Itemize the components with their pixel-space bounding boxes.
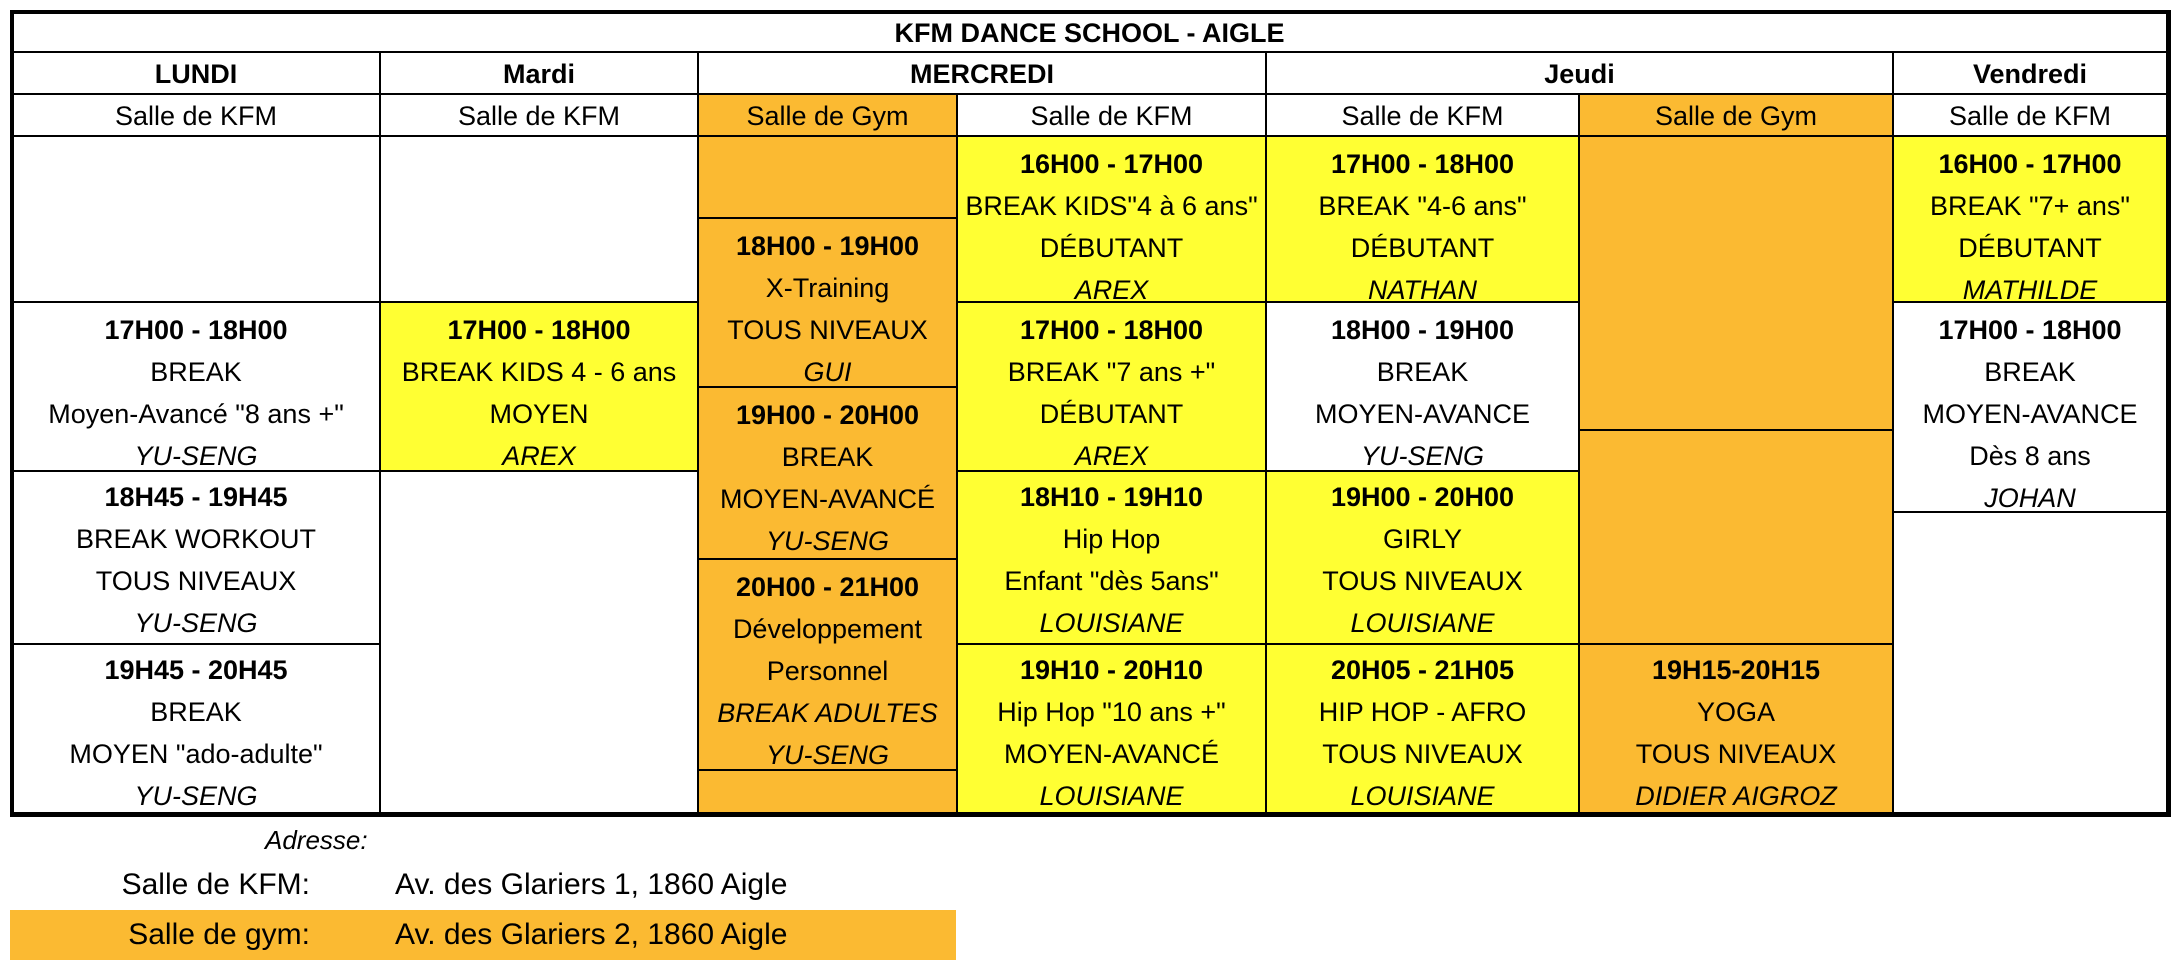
slot-text: BREAK KIDS"4 à 6 ans" <box>965 191 1258 221</box>
slot-text: TOUS NIVEAUX <box>1635 739 1837 769</box>
day-label: Vendredi <box>1972 59 2088 89</box>
slot-time: 19H15-20H15 <box>1651 655 1821 685</box>
address-row-gym <box>10 910 956 960</box>
slot-text: DÉBUTANT <box>1350 233 1495 263</box>
slot-time: 17H00 - 18H00 <box>1330 149 1515 179</box>
slot-time: 18H45 - 19H45 <box>104 482 288 512</box>
room-header <box>957 94 1266 136</box>
class-slot <box>1266 136 1579 302</box>
room-header <box>12 94 380 136</box>
slot-time: 17H00 - 18H00 <box>1938 315 2122 345</box>
slot-text: DIDIER AIGROZ <box>1635 781 1837 811</box>
day-label: Jeudi <box>1544 59 1615 89</box>
slot-text: LOUISIANE <box>1039 781 1184 811</box>
slot-text: BREAK <box>1984 357 2076 387</box>
slot-text: YOGA <box>1696 697 1776 727</box>
slot-text: LOUISIANE <box>1350 608 1495 638</box>
slot-time: 19H00 - 20H00 <box>1330 482 1515 512</box>
class-slot <box>12 471 380 644</box>
slot-text: YU-SENG <box>1360 441 1485 471</box>
day-header <box>1893 52 2167 94</box>
room-label: Salle de KFM <box>1948 101 2112 131</box>
address-value-kfm: Av. des Glariers 1, 1860 Aigle <box>395 868 788 901</box>
class-slot <box>698 387 957 559</box>
slot-time: 17H00 - 18H00 <box>104 315 288 345</box>
address-label-kfm: Salle de KFM: <box>121 868 310 901</box>
slot-text: BREAK <box>150 697 242 727</box>
room-label: Salle de KFM <box>1341 101 1504 131</box>
room-label: Salle de KFM <box>1030 101 1193 131</box>
class-slot <box>1266 644 1579 813</box>
address-heading: Adresse: <box>265 825 368 855</box>
class-slot <box>1266 471 1579 644</box>
room-header <box>1579 94 1893 136</box>
slot-text: NATHAN <box>1367 275 1477 302</box>
slot-text: BREAK KIDS 4 - 6 ans <box>401 357 677 387</box>
slot-text: Hip Hop <box>1062 524 1161 554</box>
class-slot <box>1579 644 1893 813</box>
slot-text: BREAK ADULTES <box>717 698 938 728</box>
slot-text: BREAK <box>781 442 874 472</box>
slot-text: TOUS NIVEAUX <box>1322 566 1523 596</box>
slot-text: MOYEN-AVANCE <box>1922 399 2138 429</box>
slot-text: YU-SENG <box>134 441 258 471</box>
slot-text: HIP HOP - AFRO <box>1318 697 1527 727</box>
day-label: MERCREDI <box>909 59 1054 89</box>
slot-text: AREX <box>1074 275 1149 302</box>
slot-text: BREAK <box>1376 357 1469 387</box>
slot-text: X-Training <box>765 273 890 303</box>
slot-text: Moyen-Avancé "8 ans +" <box>48 399 344 429</box>
class-slot <box>698 136 957 218</box>
slot-time: 19H45 - 20H45 <box>104 655 288 685</box>
slot-time: 19H00 - 20H00 <box>735 400 920 430</box>
day-label: Mardi <box>502 59 575 89</box>
class-slot <box>698 218 957 387</box>
class-slot <box>1579 430 1893 644</box>
class-slot <box>1893 512 2167 813</box>
address-label-gym: Salle de gym: <box>128 918 310 951</box>
slot-time: 18H10 - 19H10 <box>1019 482 1204 512</box>
slot-time: 18H00 - 19H00 <box>1330 315 1515 345</box>
room-label: Salle de KFM <box>457 101 621 131</box>
slot-time: 16H00 - 17H00 <box>1938 149 2122 179</box>
slot-text: Enfant "dès 5ans" <box>1004 566 1219 596</box>
class-slot <box>957 136 1266 302</box>
day-header <box>12 52 380 94</box>
slot-text: MATHILDE <box>1962 275 2098 302</box>
room-label: Salle de Gym <box>1654 101 1818 131</box>
class-slot <box>957 644 1266 813</box>
schedule-title <box>12 12 2167 52</box>
slot-time: 20H05 - 21H05 <box>1330 655 1515 685</box>
slot-text: DÉBUTANT <box>1958 233 2102 263</box>
day-header <box>1266 52 1893 94</box>
class-slot <box>380 136 698 302</box>
class-slot <box>957 471 1266 644</box>
room-label: Salle de KFM <box>114 101 278 131</box>
slot-text: MOYEN <box>489 399 589 429</box>
slot-text: TOUS NIVEAUX <box>1322 739 1523 769</box>
class-slot <box>1893 302 2167 512</box>
slot-text: TOUS NIVEAUX <box>727 315 928 345</box>
slot-text: AREX <box>502 441 576 471</box>
slot-text: YU-SENG <box>134 781 258 811</box>
slot-text: Personnel <box>766 656 889 686</box>
class-slot <box>1266 302 1579 471</box>
slot-time: 19H10 - 20H10 <box>1019 655 1204 685</box>
slot-text: LOUISIANE <box>1350 781 1495 811</box>
title-text: KFM DANCE SCHOOL - AIGLE <box>894 18 1285 48</box>
slot-text: TOUS NIVEAUX <box>95 566 297 596</box>
slot-text: BREAK "7+ ans" <box>1929 191 2131 221</box>
slot-time: 17H00 - 18H00 <box>447 315 631 345</box>
slot-text: Dès 8 ans <box>1969 441 2091 471</box>
slot-text: MOYEN-AVANCE <box>1314 399 1531 429</box>
slot-time: 20H00 - 21H00 <box>735 572 920 602</box>
slot-text: GUI <box>803 357 852 387</box>
class-slot <box>698 559 957 770</box>
room-label: Salle de Gym <box>746 101 909 131</box>
slot-text: MOYEN-AVANCÉ <box>1003 739 1220 769</box>
address-value-gym: Av. des Glariers 2, 1860 Aigle <box>395 918 788 951</box>
slot-text: YU-SENG <box>765 526 890 556</box>
slot-text: BREAK WORKOUT <box>75 524 317 554</box>
address-row-kfm <box>10 860 956 910</box>
day-label: LUNDI <box>154 59 238 89</box>
room-header <box>1266 94 1579 136</box>
class-slot <box>12 302 380 471</box>
slot-text: LOUISIANE <box>1039 608 1184 638</box>
slot-time: 16H00 - 17H00 <box>1019 149 1204 179</box>
class-slot <box>12 644 380 813</box>
slot-text: GIRLY <box>1382 524 1463 554</box>
room-header <box>380 94 698 136</box>
day-header <box>698 52 1266 94</box>
room-header <box>1893 94 2167 136</box>
slot-text: BREAK "7 ans +" <box>1007 357 1216 387</box>
slot-text: Hip Hop "10 ans +" <box>997 697 1226 727</box>
class-slot <box>12 136 380 302</box>
room-header <box>698 94 957 136</box>
slot-text: YU-SENG <box>765 740 890 770</box>
day-header <box>380 52 698 94</box>
class-slot <box>380 471 698 813</box>
class-slot <box>1893 136 2167 302</box>
slot-text: YU-SENG <box>134 608 258 638</box>
slot-text: Développement <box>732 614 923 644</box>
class-slot <box>957 302 1266 471</box>
class-slot <box>380 302 698 471</box>
class-slot <box>1579 136 1893 430</box>
slot-text: MOYEN "ado-adulte" <box>69 739 323 769</box>
class-slot <box>698 770 957 813</box>
slot-time: 18H00 - 19H00 <box>735 231 920 261</box>
slot-text: MOYEN-AVANCÉ <box>719 484 936 514</box>
slot-text: DÉBUTANT <box>1039 399 1184 429</box>
slot-text: BREAK <box>150 357 242 387</box>
slot-text: BREAK "4-6 ans" <box>1318 191 1527 221</box>
slot-time: 17H00 - 18H00 <box>1019 315 1204 345</box>
slot-text: DÉBUTANT <box>1039 233 1184 263</box>
slot-text: AREX <box>1074 441 1149 471</box>
slot-text: JOHAN <box>1984 483 2076 512</box>
